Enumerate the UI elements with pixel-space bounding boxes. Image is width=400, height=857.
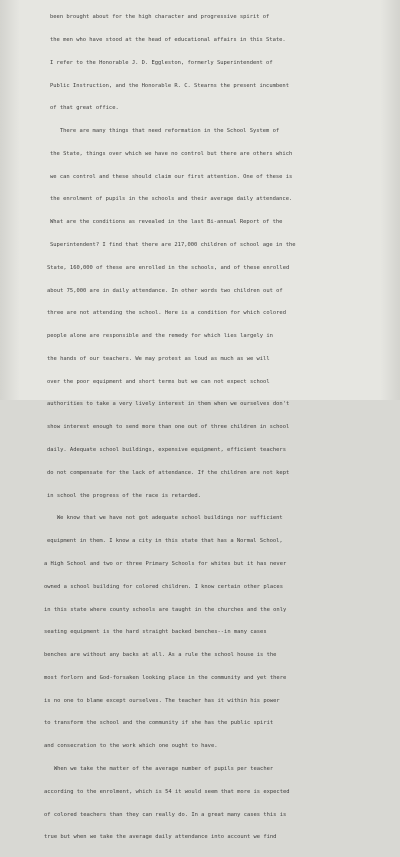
text-line: is no one to blame except ourselves. The teacher has it within his power xyxy=(44,697,280,704)
text-line: the enrolment of pupils in the schools and their average daily attendance. xyxy=(50,196,293,203)
text-line: owned a school building for colored children. I know certain other places xyxy=(44,583,283,590)
text-line: we can control and these should claim our first attention. One of these is xyxy=(50,173,293,180)
text-line: over the poor equipment and short terms but we can not expect school xyxy=(47,378,270,385)
text-line: There are many things that need reformation in the School System of xyxy=(50,128,280,135)
text-line: people alone are responsible and the remedy for which lies largely in xyxy=(47,333,273,340)
text-line: equipment in them. I know a city in this state that has a Normal School, xyxy=(47,538,283,545)
text-line: and consecration to the work which one ought to have. xyxy=(44,743,218,750)
text-line: We know that we have not got adequate school buildings nor sufficient xyxy=(47,515,283,522)
text-line: the men who have stood at the head of educational affairs in this State. xyxy=(50,36,286,43)
text-line: true but when we take the average daily attendance into account we find xyxy=(44,834,277,841)
text-line: State, 160,000 of these are enrolled in the schools, and of these enrolled xyxy=(47,264,290,271)
text-line: the hands of our teachers. We may protest as loud as much as we will xyxy=(47,355,270,362)
text-line: in school the progress of the race is retarded. xyxy=(47,492,201,499)
text-line: Public Instruction, and the Honorable R. C. Stearns the present incumbent xyxy=(50,82,289,89)
text-line: of that great office. xyxy=(50,105,119,112)
text-line: according to the enrolment, which is 54 it would seem that more is expected xyxy=(44,788,290,795)
text-line: been brought about for the high character and progressive spirit of xyxy=(50,14,270,21)
text-line: three are not attending the school. Here is a condition for which colored xyxy=(47,310,286,317)
text-line: benches are without any backs at all. As a rule the school house is the xyxy=(44,652,277,659)
text-line: daily. Adequate school buildings, expensive equipment, efficient teachers xyxy=(47,447,286,454)
text-line: the State, things over which we have no control but there are others which xyxy=(50,150,293,157)
text-line: of colored teachers than they can really do. In a great many cases this is xyxy=(44,811,287,818)
text-line: to transform the school and the community if she has the public spirit xyxy=(44,720,274,727)
text-line: I refer to the Honorable J. D. Eggleston, formerly Superintendent of xyxy=(50,59,273,66)
text-line: What are the conditions as revealed in the last Bi-annual Report of the xyxy=(50,219,283,226)
text-line: authorities to take a very lively interest in them when we ourselves don't xyxy=(47,401,290,408)
text-line: in this state where county schools are taught in the churches and the only xyxy=(44,606,287,613)
text-line: about 75,000 are in daily attendance. In other words two children out of xyxy=(47,287,283,294)
text-line: Superintendent? I find that there are 217,000 children of school age in the xyxy=(50,242,296,248)
text-line: When we take the matter of the average number of pupils per teacher xyxy=(44,765,274,772)
text-line: show interest enough to send more than one out of three children in school xyxy=(47,424,290,431)
text-line: a High School and two or three Primary Schools for whites but it has never xyxy=(44,560,287,567)
text-line: most forlorn and God-forsaken looking place in the community and yet there xyxy=(44,674,287,681)
text-line: do not compensate for the lack of attendance. If the children are not kept xyxy=(47,469,290,476)
text-line: seating equipment is the hard straight backed benches--in many cases xyxy=(44,629,267,636)
